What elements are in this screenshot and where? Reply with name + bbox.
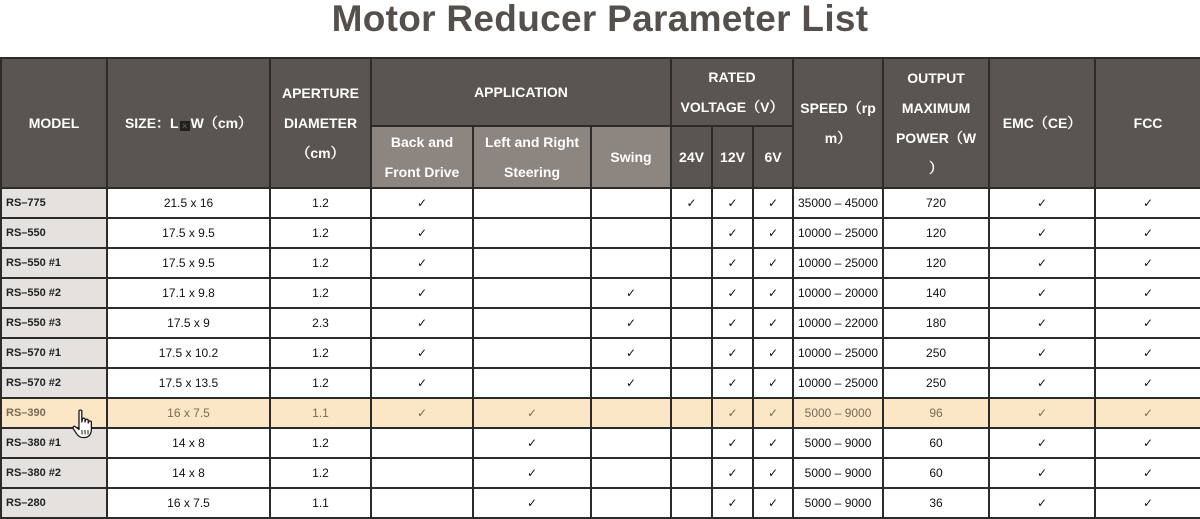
cell-model: RS–380 #1 xyxy=(1,428,107,458)
cell-swing xyxy=(591,458,671,488)
cell-12v: ✓ xyxy=(712,338,753,368)
header-model: MODEL xyxy=(1,58,107,188)
cell-back-front: ✓ xyxy=(371,398,473,428)
cell-size: 14 x 8 xyxy=(107,458,270,488)
cell-model: RS–775 xyxy=(1,188,107,218)
cell-size: 16 x 7.5 xyxy=(107,488,270,518)
cell-6v: ✓ xyxy=(753,338,793,368)
cell-6v: ✓ xyxy=(753,248,793,278)
cell-back-front xyxy=(371,488,473,518)
cell-emc: ✓ xyxy=(989,278,1095,308)
cell-back-front: ✓ xyxy=(371,308,473,338)
cell-emc: ✓ xyxy=(989,428,1095,458)
cell-swing xyxy=(591,218,671,248)
cell-model: RS–570 #1 xyxy=(1,338,107,368)
cell-fcc: ✓ xyxy=(1095,488,1200,518)
table-row xyxy=(1,248,1200,278)
header-fcc: FCC xyxy=(1095,58,1200,188)
cell-24v xyxy=(671,488,712,518)
cell-fcc: ✓ xyxy=(1095,458,1200,488)
cell-6v: ✓ xyxy=(753,488,793,518)
cell-left-right: ✓ xyxy=(473,398,591,428)
cell-24v xyxy=(671,428,712,458)
cell-speed: 10000 – 25000 xyxy=(793,218,883,248)
cell-back-front: ✓ xyxy=(371,368,473,398)
cell-12v: ✓ xyxy=(712,188,753,218)
cell-24v xyxy=(671,338,712,368)
cell-6v: ✓ xyxy=(753,368,793,398)
cell-back-front xyxy=(371,428,473,458)
cell-12v: ✓ xyxy=(712,368,753,398)
cell-swing: ✓ xyxy=(591,278,671,308)
table-row-highlighted[interactable] xyxy=(1,398,1200,428)
cell-24v xyxy=(671,248,712,278)
cell-size: 17.5 x 9 xyxy=(107,308,270,338)
header-speed: SPEED（rp m） xyxy=(793,58,883,188)
cell-12v: ✓ xyxy=(712,488,753,518)
cell-24v xyxy=(671,218,712,248)
cell-fcc: ✓ xyxy=(1095,398,1200,428)
cell-size: 21.5 x 16 xyxy=(107,188,270,218)
table-row xyxy=(1,428,1200,458)
cell-model: RS–380 #2 xyxy=(1,458,107,488)
header-application: APPLICATION xyxy=(371,58,671,126)
cell-size: 17.5 x 10.2 xyxy=(107,338,270,368)
cell-speed: 10000 – 25000 xyxy=(793,248,883,278)
cell-swing: ✓ xyxy=(591,308,671,338)
parameter-table xyxy=(0,57,1200,519)
cell-model: RS–570 #2 xyxy=(1,368,107,398)
cell-swing xyxy=(591,428,671,458)
cell-12v: ✓ xyxy=(712,458,753,488)
cell-emc: ✓ xyxy=(989,338,1095,368)
cell-6v: ✓ xyxy=(753,398,793,428)
cell-size: 17.5 x 13.5 xyxy=(107,368,270,398)
cell-left-right xyxy=(473,218,591,248)
cell-swing xyxy=(591,188,671,218)
table-row xyxy=(1,488,1200,518)
cell-back-front: ✓ xyxy=(371,218,473,248)
cell-aperture: 1.2 xyxy=(270,248,371,278)
cell-swing xyxy=(591,398,671,428)
header-aperture: APERTURE DIAMETER （cm） xyxy=(270,58,371,188)
cell-aperture: 1.2 xyxy=(270,368,371,398)
cell-aperture: 1.2 xyxy=(270,338,371,368)
cell-size: 17.5 x 9.5 xyxy=(107,218,270,248)
cell-left-right xyxy=(473,278,591,308)
cell-24v xyxy=(671,458,712,488)
cell-fcc: ✓ xyxy=(1095,428,1200,458)
cell-power: 36 xyxy=(883,488,989,518)
cell-power: 250 xyxy=(883,338,989,368)
cell-fcc: ✓ xyxy=(1095,308,1200,338)
cell-power: 120 xyxy=(883,248,989,278)
cell-swing xyxy=(591,488,671,518)
cell-speed: 5000 – 9000 xyxy=(793,428,883,458)
header-output-power: OUTPUT MAXIMUM POWER（W ） xyxy=(883,58,989,188)
cell-left-right xyxy=(473,188,591,218)
cell-speed: 10000 – 22000 xyxy=(793,308,883,338)
cell-left-right xyxy=(473,248,591,278)
cell-aperture: 1.2 xyxy=(270,188,371,218)
cell-speed: 5000 – 9000 xyxy=(793,488,883,518)
cell-power: 720 xyxy=(883,188,989,218)
cell-speed: 35000 – 45000 xyxy=(793,188,883,218)
table-row xyxy=(1,338,1200,368)
table-row xyxy=(1,308,1200,338)
cell-aperture: 1.2 xyxy=(270,458,371,488)
size-x-mark: × xyxy=(180,121,190,131)
cell-6v: ✓ xyxy=(753,278,793,308)
cell-fcc: ✓ xyxy=(1095,368,1200,398)
cell-back-front xyxy=(371,458,473,488)
cell-model: RS–280 xyxy=(1,488,107,518)
cell-model: RS–550 #3 xyxy=(1,308,107,338)
cell-aperture: 2.3 xyxy=(270,308,371,338)
header-left-right-steering: Left and Right Steering xyxy=(473,126,591,188)
header-size: SIZE：L × W（cm） xyxy=(107,58,270,188)
cell-model: RS–550 #2 xyxy=(1,278,107,308)
cell-power: 96 xyxy=(883,398,989,428)
cell-24v xyxy=(671,308,712,338)
cell-size: 17.1 x 9.8 xyxy=(107,278,270,308)
cell-left-right: ✓ xyxy=(473,488,591,518)
cell-24v xyxy=(671,368,712,398)
cell-12v: ✓ xyxy=(712,428,753,458)
cell-power: 250 xyxy=(883,368,989,398)
cell-emc: ✓ xyxy=(989,458,1095,488)
cell-power: 60 xyxy=(883,458,989,488)
cell-left-right xyxy=(473,368,591,398)
cell-power: 180 xyxy=(883,308,989,338)
cell-6v: ✓ xyxy=(753,188,793,218)
cell-aperture: 1.1 xyxy=(270,398,371,428)
cell-size: 16 x 7.5 xyxy=(107,398,270,428)
cell-emc: ✓ xyxy=(989,368,1095,398)
cell-12v: ✓ xyxy=(712,398,753,428)
cell-speed: 5000 – 9000 xyxy=(793,458,883,488)
cell-model: RS–550 #1 xyxy=(1,248,107,278)
cell-power: 120 xyxy=(883,218,989,248)
cell-speed: 5000 – 9000 xyxy=(793,398,883,428)
cell-12v: ✓ xyxy=(712,278,753,308)
header-swing: Swing xyxy=(591,126,671,188)
table-row xyxy=(1,188,1200,218)
cell-24v: ✓ xyxy=(671,188,712,218)
cell-24v xyxy=(671,278,712,308)
table-row xyxy=(1,458,1200,488)
cell-fcc: ✓ xyxy=(1095,248,1200,278)
cell-left-right: ✓ xyxy=(473,458,591,488)
cell-swing: ✓ xyxy=(591,338,671,368)
header-emc: EMC（CE） xyxy=(989,58,1095,188)
cell-aperture: 1.2 xyxy=(270,218,371,248)
header-24v: 24V xyxy=(671,126,712,188)
table-row xyxy=(1,368,1200,398)
cell-size: 14 x 8 xyxy=(107,428,270,458)
header-6v: 6V xyxy=(753,126,793,188)
cell-emc: ✓ xyxy=(989,308,1095,338)
cell-12v: ✓ xyxy=(712,248,753,278)
cell-left-right: ✓ xyxy=(473,428,591,458)
cell-emc: ✓ xyxy=(989,248,1095,278)
cell-back-front: ✓ xyxy=(371,278,473,308)
cell-speed: 10000 – 25000 xyxy=(793,368,883,398)
cell-aperture: 1.1 xyxy=(270,488,371,518)
cell-aperture: 1.2 xyxy=(270,278,371,308)
cell-aperture: 1.2 xyxy=(270,428,371,458)
table-row xyxy=(1,218,1200,248)
cell-fcc: ✓ xyxy=(1095,338,1200,368)
table-row xyxy=(1,278,1200,308)
cell-6v: ✓ xyxy=(753,218,793,248)
cell-emc: ✓ xyxy=(989,218,1095,248)
cell-6v: ✓ xyxy=(753,308,793,338)
cell-power: 60 xyxy=(883,428,989,458)
header-12v: 12V xyxy=(712,126,753,188)
cell-swing: ✓ xyxy=(591,368,671,398)
cell-6v: ✓ xyxy=(753,458,793,488)
cell-model: RS–550 xyxy=(1,218,107,248)
cell-6v: ✓ xyxy=(753,428,793,458)
header-back-front-drive: Back and Front Drive xyxy=(371,126,473,188)
cell-back-front: ✓ xyxy=(371,248,473,278)
header-rated-voltage: RATED VOLTAGE（V） xyxy=(671,58,793,126)
cell-24v xyxy=(671,398,712,428)
cell-12v: ✓ xyxy=(712,308,753,338)
cell-power: 140 xyxy=(883,278,989,308)
cell-back-front: ✓ xyxy=(371,338,473,368)
cell-speed: 10000 – 20000 xyxy=(793,278,883,308)
cell-speed: 10000 – 25000 xyxy=(793,338,883,368)
cell-left-right xyxy=(473,338,591,368)
cell-fcc: ✓ xyxy=(1095,278,1200,308)
cell-emc: ✓ xyxy=(989,488,1095,518)
cell-fcc: ✓ xyxy=(1095,188,1200,218)
cell-left-right xyxy=(473,308,591,338)
cell-back-front: ✓ xyxy=(371,188,473,218)
cell-emc: ✓ xyxy=(989,188,1095,218)
cell-12v: ✓ xyxy=(712,218,753,248)
cell-size: 17.5 x 9.5 xyxy=(107,248,270,278)
cell-swing xyxy=(591,248,671,278)
cell-fcc: ✓ xyxy=(1095,218,1200,248)
cell-emc: ✓ xyxy=(989,398,1095,428)
page-title: Motor Reducer Parameter List xyxy=(331,0,869,39)
cell-model[interactable]: RS–390 xyxy=(1,398,107,428)
